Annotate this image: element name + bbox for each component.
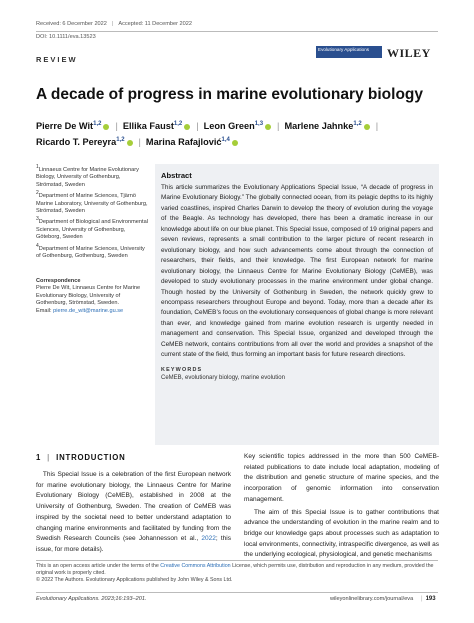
- author-name: Marlene Jahnke: [284, 121, 354, 131]
- journal-badge-label: Evolutionary Applications: [318, 47, 370, 52]
- correspondence-email-line: [36, 308, 148, 315]
- author-name: Ellika Faust: [122, 121, 174, 131]
- journal-citation: Evolutionary Applications. 2023;16:193–201.: [36, 596, 147, 602]
- author[interactable]: [36, 137, 134, 147]
- author[interactable]: [36, 121, 110, 131]
- intro-left-paragraph: [36, 470, 231, 556]
- author[interactable]: [123, 121, 191, 131]
- author[interactable]: [284, 121, 370, 131]
- affiliation-number: 1: [36, 164, 39, 171]
- affiliation-number: 3: [36, 216, 39, 223]
- section-label: REVIEW: [36, 55, 78, 64]
- author-separator: |: [115, 121, 118, 131]
- author-list-line-1: [36, 121, 383, 131]
- keywords: CeMEB, evolutionary biology, marine evolution: [161, 374, 285, 381]
- footer-divider: [36, 560, 438, 561]
- article-title: A decade of progress in marine evolutionary biology: [36, 86, 424, 103]
- journal-badge[interactable]: [316, 46, 382, 58]
- license-note: [36, 563, 438, 585]
- author-name: Marina Rafajlović: [145, 137, 222, 147]
- abstract-box: [155, 164, 439, 445]
- correspondence-heading: Correspondence: [36, 278, 81, 284]
- author-affiliation-sup: 1,2: [116, 136, 125, 143]
- orcid-icon[interactable]: [184, 124, 190, 130]
- publisher-logo: WILEY: [387, 46, 431, 60]
- orcid-icon[interactable]: [232, 140, 238, 146]
- intro-left-text-end: ; this issue, for more details).: [36, 535, 231, 553]
- email-link[interactable]: pierre.de_wit@marine.gu.se: [53, 307, 124, 314]
- abstract-heading: Abstract: [161, 171, 192, 180]
- author-separator: |: [196, 121, 199, 131]
- author-name: Pierre De Wit: [36, 121, 94, 131]
- correspondence: [36, 278, 148, 315]
- affiliation: [36, 216, 148, 241]
- abstract-text: This article summarizes the Evolutionary Applications Special Issue, “A decade of progress in Marine Evolutionary Biology.” The globally connected ocean, from its pelagic depths to its highly varied coastlines, inspired Charles Darwin to develop the theory of evolution during the voyage of the Beagle. As technology has developed, there has been a dramatic increase in our knowledge about life on our blue planet. This Special Issue, composed of 19 original papers and seven reviews, represents a small contribution to the larger picture of recent research in evolutionary biology, and how such advancements come about through the connection of researchers, their fields, and their knowledge. The first European network for marine evolutionary biology, the Linnaeus Centre for Marine Evolutionary Biology (CeMEB), was developed to study evolutionary processes in the marine environment under global change. Though hosted by the University of Gothenburg in Sweden, the network quickly grew to encompass researchers throughout Europe and beyond. Today, more than a decade after its foundation, CeMEB’s focus on the evolutionary consequences of global change is more relevant than ever, and knowledge gained from marine evolution research is urgently needed in management and conservation. This Special Issue, organized and developed through the CeMEB network, contains contributions from all over the world and provides a snapshot of the current state of the field, thus forming an important basis for future research directions.: [161, 184, 433, 359]
- publication-dates: Received: 6 December 2022 | Accepted: 11 December 2022: [36, 21, 192, 27]
- affiliation-number: 4: [36, 242, 39, 249]
- accepted-date: Accepted: 11 December 2022: [118, 21, 192, 27]
- doi[interactable]: DOI: 10.1111/eva.13523: [36, 34, 96, 40]
- citation-link[interactable]: 2022: [201, 535, 216, 543]
- intro-right-column: [244, 452, 439, 561]
- author-separator: |: [375, 121, 379, 131]
- orcid-icon[interactable]: [265, 124, 271, 130]
- affiliation: [36, 164, 148, 189]
- copyright: © 2022 The Authors. Evolutionary Applications published by John Wiley & Sons Ltd.: [36, 577, 233, 584]
- author[interactable]: [204, 121, 272, 131]
- email-label: Email:: [36, 307, 52, 314]
- author[interactable]: [146, 137, 239, 147]
- orcid-icon[interactable]: [103, 124, 109, 130]
- intro-left-text: This Special Issue is a celebration of the first European network for marine evolutionary biology, the Linnaeus Centre for Marine Evolutionary Biology (CeMEB), established in 2008 at the University of Gothenburg, Sweden. The creation of CeMEB was inspired by the societal need to better understand adaptation to changing marine environments and facilitated by funding from the Swedish Research Councils (see Johannesson et al.,: [36, 471, 231, 543]
- orcid-icon[interactable]: [364, 124, 370, 130]
- affiliation-text: Department of Marine Sciences, University of Gothenburg, Gothenburg, Sweden: [36, 245, 145, 260]
- author-affiliation-sup: 1,4: [221, 136, 230, 143]
- affiliation-number: 2: [36, 190, 39, 197]
- journal-url[interactable]: wileyonlinelibrary.com/journal/eva: [330, 596, 414, 602]
- header-divider: [36, 31, 438, 32]
- license-text: This is an open access article under the terms of the: [36, 563, 161, 569]
- footer-divider-2: [36, 592, 438, 593]
- keywords-heading: KEYWORDS: [161, 366, 203, 373]
- affiliation-text: Linnaeus Centre for Marine Evolutionary Biology, University of Gothenburg, Strömstad, Sweden: [36, 167, 139, 188]
- author-separator: |: [277, 121, 280, 131]
- intro-right-paragraph-2: The aim of this Special Issue is to gather contributions that advance the understanding of evolution in the marine realm and to bridge our knowledge gaps about processes such as adaptation to local environments, connectivity, intraspecific divergence, as well as the underlying ecological, physiological, and genetic mechanisms: [244, 508, 439, 559]
- affiliation-text: Department of Biological and Environmental Sciences, University of Gothenburg, Göteborg, Sweden: [36, 219, 148, 241]
- license-text-end: License, which permits use, distribution and reproduction in any medium, provided the original work is properly cited.: [36, 563, 434, 577]
- page-number-wrap: | 193: [421, 596, 436, 602]
- intro-number: 1: [36, 453, 42, 462]
- received-date: Received: 6 December 2022: [36, 21, 107, 27]
- author-list-line-2: [36, 137, 239, 147]
- license-link[interactable]: Creative Commons Attribution: [160, 563, 231, 569]
- author-separator: |: [138, 137, 141, 147]
- author-affiliation-sup: 1,2: [173, 120, 183, 127]
- author-affiliation-sup: 1,2: [93, 120, 102, 127]
- intro-right-paragraph-1: Key scientific topics addressed in the more than 500 CeMEB-related publications to date include local adaptation, modeling of the distribution and genetic structure of marine species, and the incorporation of genomic information into conservation management.: [244, 453, 439, 503]
- author-name: Ricardo T. Pereyra: [36, 137, 117, 147]
- author-name: Leon Green: [203, 121, 255, 131]
- intro-heading: 1 | INTRODUCTION: [36, 453, 126, 462]
- orcid-icon[interactable]: [127, 140, 133, 146]
- affiliation-text: Department of Marine Sciences, Tjärnö Marine Laboratory, University of Gothenburg, Strömstad, Sweden: [36, 193, 148, 215]
- affiliation: [36, 190, 148, 215]
- intro-title: INTRODUCTION: [56, 453, 126, 462]
- author-affiliation-sup: 1,3: [254, 120, 264, 127]
- page-number: 193: [425, 596, 436, 602]
- affiliation: [36, 242, 148, 261]
- correspondence-text: Pierre De Wit, Linnaeus Centre for Marine Evolutionary Biology, University of Gothenburg, Strömstad, Sweden.: [36, 285, 141, 307]
- author-affiliation-sup: 1,2: [353, 120, 362, 127]
- affiliations: [36, 164, 148, 264]
